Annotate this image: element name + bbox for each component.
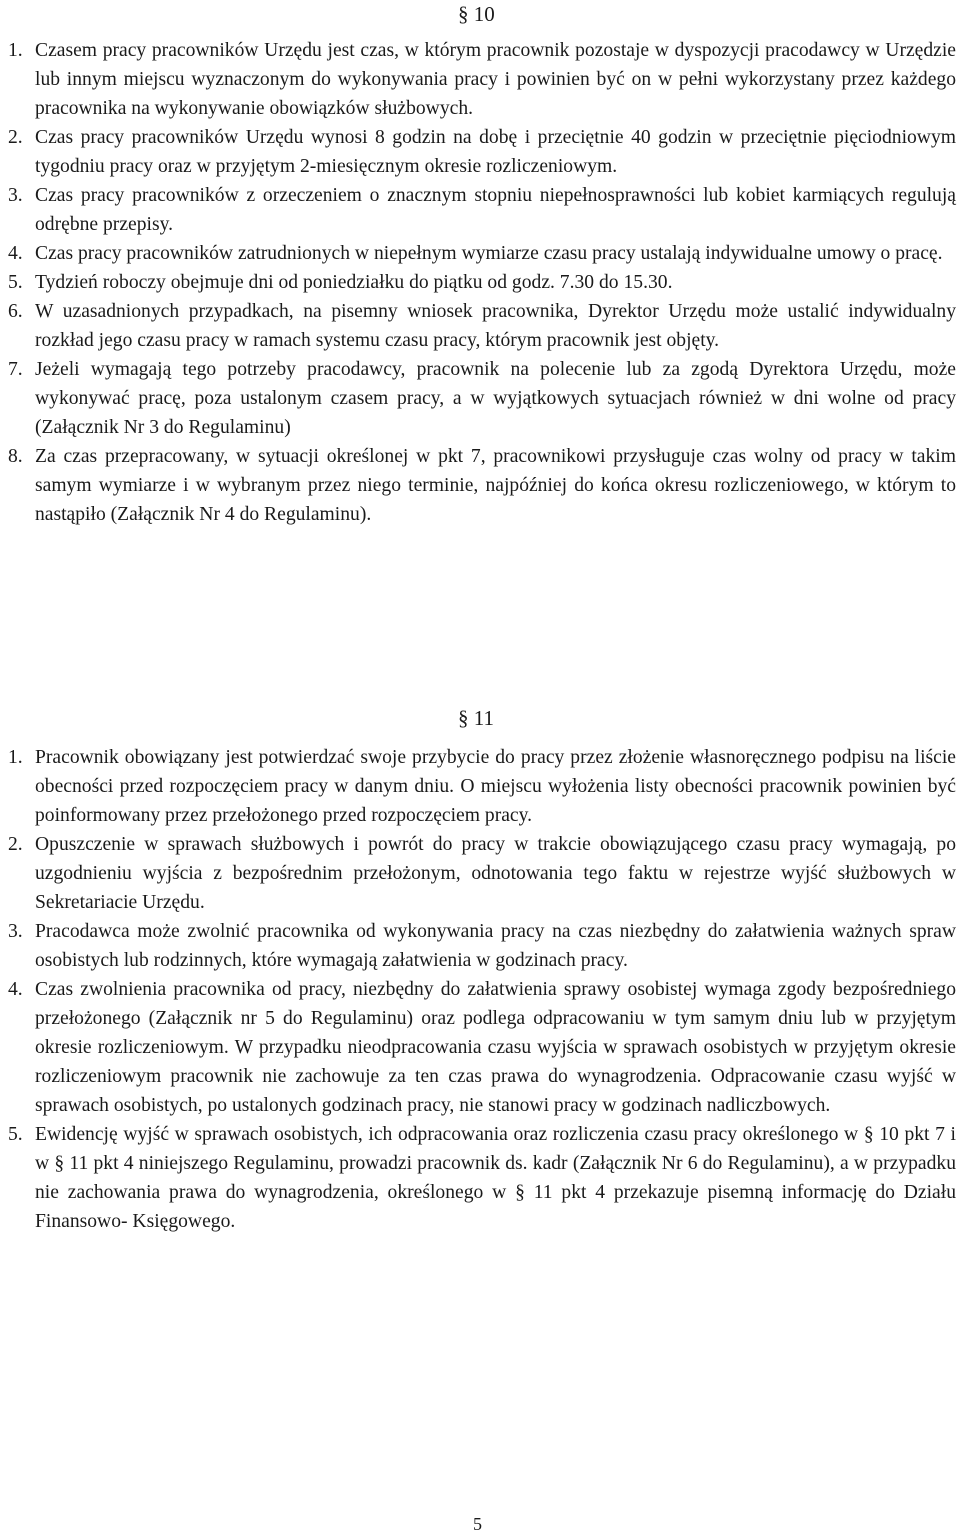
item-number: 4.	[8, 979, 23, 1000]
item-text: Czas pracy pracowników Urzędu wynosi 8 godzin na dobę i przeciętnie 40 godzin w przeciętnie pięciodniowym tygodniu pracy oraz w przyjętym 2-miesięcznym okresie rozliczeniowym.	[35, 127, 956, 177]
item-number: 7.	[8, 359, 23, 380]
item-number: 2.	[8, 127, 23, 148]
section-10-item-6	[0, 297, 960, 355]
item-text: Czas pracy pracowników zatrudnionych w niepełnym wymiarze czasu pracy ustalają indywidualne umowy o pracę.	[35, 243, 943, 264]
section-10-heading: § 10	[458, 2, 495, 26]
section-11-item-4	[0, 975, 960, 1120]
item-text: Czasem pracy pracowników Urzędu jest czas, w którym pracownik pozostaje w dyspozycji pracodawcy w Urzędzie lub innym miejscu wyznaczonym do wykonywania pracy i powinien być on w pełni wykorzystany przez każdego pracownika na wykonywanie obowiązków służbowych.	[35, 40, 956, 119]
section-11-heading: § 11	[458, 706, 494, 730]
item-number: 3.	[8, 921, 23, 942]
item-number: 5.	[8, 272, 23, 293]
item-number: 8.	[8, 446, 23, 467]
item-number: 1.	[8, 747, 23, 768]
item-text: Czas pracy pracowników z orzeczeniem o znacznym stopniu niepełnosprawności lub kobiet karmiących regulują odrębne przepisy.	[35, 185, 956, 235]
section-11-list	[0, 743, 960, 1236]
section-11-item-2	[0, 830, 960, 917]
item-text: Ewidencję wyjść w sprawach osobistych, ich odpracowania oraz rozliczenia czasu pracy określonego w § 10 pkt 7 i w § 11 pkt 4 niniejszego Regulaminu, prowadzi pracownik ds. kadr (Załącznik Nr 6 do Regulaminu), a w przypadku nie zachowania prawa do wynagrodzenia, określonego w § 11 pkt 4 przekazuje pisemną informację do Działu Finansowo- Księgowego.	[35, 1124, 956, 1232]
section-11-item-5	[0, 1120, 960, 1236]
item-text: Opuszczenie w sprawach służbowych i powrót do pracy w trakcie obowiązującego czasu pracy wymagają, po uzgodnieniu wyjścia z bezpośrednim przełożonym, odnotowania tego faktu w rejestrze wyjść służbowych w Sekretariacie Urzędu.	[35, 834, 956, 913]
item-text: Czas zwolnienia pracownika od pracy, niezbędny do załatwienia sprawy osobistej wymaga zgody bezpośredniego przełożonego (Załącznik nr 5 do Regulaminu) oraz podlega odpracowaniu w tym samym dniu lub w przyjętym okresie rozliczeniowym. W przypadku nieodpracowania czasu wyjścia w sprawach osobistych w przyjętym okresie rozliczeniowym pracownik nie zachowuje za ten czas prawa do wynagrodzenia. Odpracowanie czasu wyjść w sprawach osobistych, po ustalonych godzinach pracy, nie stanowi pracy w godzinach nadliczbowych.	[35, 979, 956, 1116]
item-text: Jeżeli wymagają tego potrzeby pracodawcy, pracownik na polecenie lub za zgodą Dyrektora Urzędu, może wykonywać pracę, poza ustalonym czasem pracy, a w wyjątkowych sytuacjach również w dni wolne od pracy (Załącznik Nr 3 do Regulaminu)	[35, 359, 956, 438]
page-number: 5	[473, 1514, 482, 1534]
section-10-list	[0, 36, 960, 529]
item-text: W uzasadnionych przypadkach, na pisemny wniosek pracownika, Dyrektor Urzędu może ustalić indywidualny rozkład jego czasu pracy w ramach systemu czasu pracy, którym pracownik jest objęty.	[35, 301, 956, 351]
item-number: 2.	[8, 834, 23, 855]
section-10-item-3	[0, 181, 960, 239]
section-11-item-1	[0, 743, 960, 830]
item-text: Za czas przepracowany, w sytuacji określonej w pkt 7, pracownikowi przysługuje czas wolny od pracy w takim samym wymiarze i w wybranym przez niego terminie, najpóźniej do końca okresu rozliczeniowego, w którym to nastąpiło (Załącznik Nr 4 do Regulaminu).	[35, 446, 956, 525]
item-text: Pracodawca może zwolnić pracownika od wykonywania pracy na czas niezbędny do załatwienia ważnych spraw osobistych lub rodzinnych, które wymagają załatwienia w godzinach pracy.	[35, 921, 956, 971]
item-number: 4.	[8, 243, 23, 264]
item-number: 1.	[8, 40, 23, 61]
section-10-item-7	[0, 355, 960, 442]
item-number: 5.	[8, 1124, 23, 1145]
section-10-item-1	[0, 36, 960, 123]
section-10-item-8	[0, 442, 960, 529]
section-10-item-2	[0, 123, 960, 181]
section-10-item-5	[0, 268, 960, 297]
section-10-item-4	[0, 239, 960, 268]
item-number: 6.	[8, 301, 23, 322]
item-number: 3.	[8, 185, 23, 206]
item-text: Pracownik obowiązany jest potwierdzać swoje przybycie do pracy przez złożenie własnoręcznego podpisu na liście obecności przed rozpoczęciem pracy w danym dniu. O miejscu wyłożenia listy obecności pracownik powinien być poinformowany przez przełożonego przed rozpoczęciem pracy.	[35, 747, 956, 826]
section-11-item-3	[0, 917, 960, 975]
item-text: Tydzień roboczy obejmuje dni od poniedziałku do piątku od godz. 7.30 do 15.30.	[35, 272, 673, 293]
